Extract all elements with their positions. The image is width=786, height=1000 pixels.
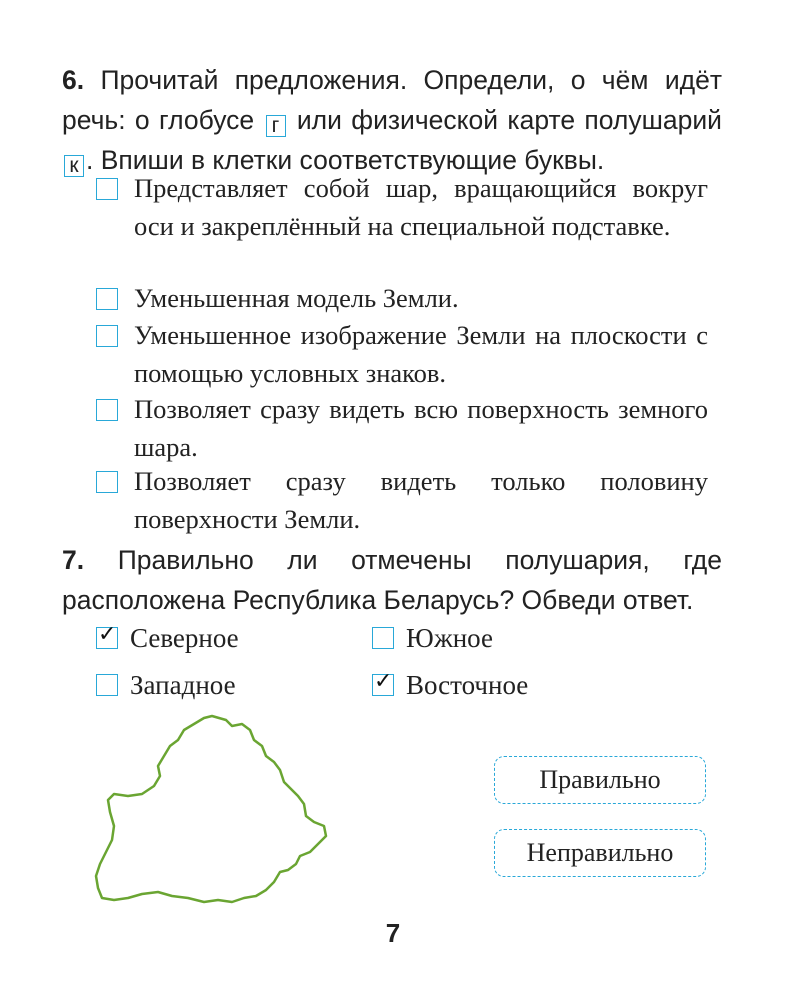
task-7-number: 7. xyxy=(62,545,85,575)
globe-letter-box: г xyxy=(266,115,286,137)
item-5-text: Позволяет сразу видеть только половину поверхности Земли. xyxy=(134,466,708,534)
north-checkbox[interactable] xyxy=(96,622,118,649)
task-6-instructions xyxy=(62,60,722,180)
task-6-item-2 xyxy=(96,279,708,317)
answer-box-3[interactable] xyxy=(96,325,118,347)
map-letter-box: к xyxy=(64,155,84,177)
task-7-text: Правильно ли отмечены полушария, где расположена Республика Беларусь? Обведи ответ. xyxy=(62,545,722,615)
item-1-text: Представляет собой шар, вращающийся вокруг оси и закреплённый на специальной подставке. xyxy=(134,173,708,241)
hemisphere-north xyxy=(96,618,239,658)
item-3-text: Уменьшенное изображение Земли на плоскости с помощью условных знаков. xyxy=(134,320,708,388)
task-6-item-1 xyxy=(96,169,708,245)
south-checkbox[interactable] xyxy=(372,627,394,649)
answer-box-2[interactable] xyxy=(96,288,118,310)
hemisphere-east xyxy=(372,665,528,705)
task-6-item-4 xyxy=(96,390,708,466)
east-label: Восточное xyxy=(406,670,529,700)
answer-incorrect-button[interactable]: Неправильно xyxy=(494,829,706,877)
task-7-instructions xyxy=(62,540,722,620)
answer-box-1[interactable] xyxy=(96,178,118,200)
hemisphere-west xyxy=(96,665,236,705)
task-6-item-5 xyxy=(96,462,708,538)
page-number: 7 xyxy=(385,918,401,948)
task-6-text-2: или физической карте полушарий xyxy=(296,105,722,135)
item-2-text: Уменьшенная модель Земли. xyxy=(134,283,459,313)
answer-box-5[interactable] xyxy=(96,471,118,493)
east-checkbox[interactable] xyxy=(372,669,394,696)
answer-correct-button[interactable]: Правильно xyxy=(494,756,706,804)
answer-box-4[interactable] xyxy=(96,399,118,421)
west-label: Западное xyxy=(130,670,236,700)
item-4-text: Позволяет сразу видеть всю поверхность земного шара. xyxy=(134,394,708,462)
hemisphere-south xyxy=(372,618,493,658)
task-6-number: 6. xyxy=(62,65,85,95)
belarus-map-outline xyxy=(92,712,332,912)
task-6-item-3 xyxy=(96,316,708,392)
south-label: Южное xyxy=(406,623,493,653)
north-label: Северное xyxy=(130,623,239,653)
task-6-text-3: . Впиши в клетки соответствующие буквы. xyxy=(86,145,605,175)
west-checkbox[interactable] xyxy=(96,674,118,696)
check-mark-icon: ✓ xyxy=(374,669,393,694)
task-6-text-1: Прочитай предложения. Определи, о чём идёт речь: о глобусе xyxy=(62,65,722,135)
check-mark-icon: ✓ xyxy=(98,622,117,647)
